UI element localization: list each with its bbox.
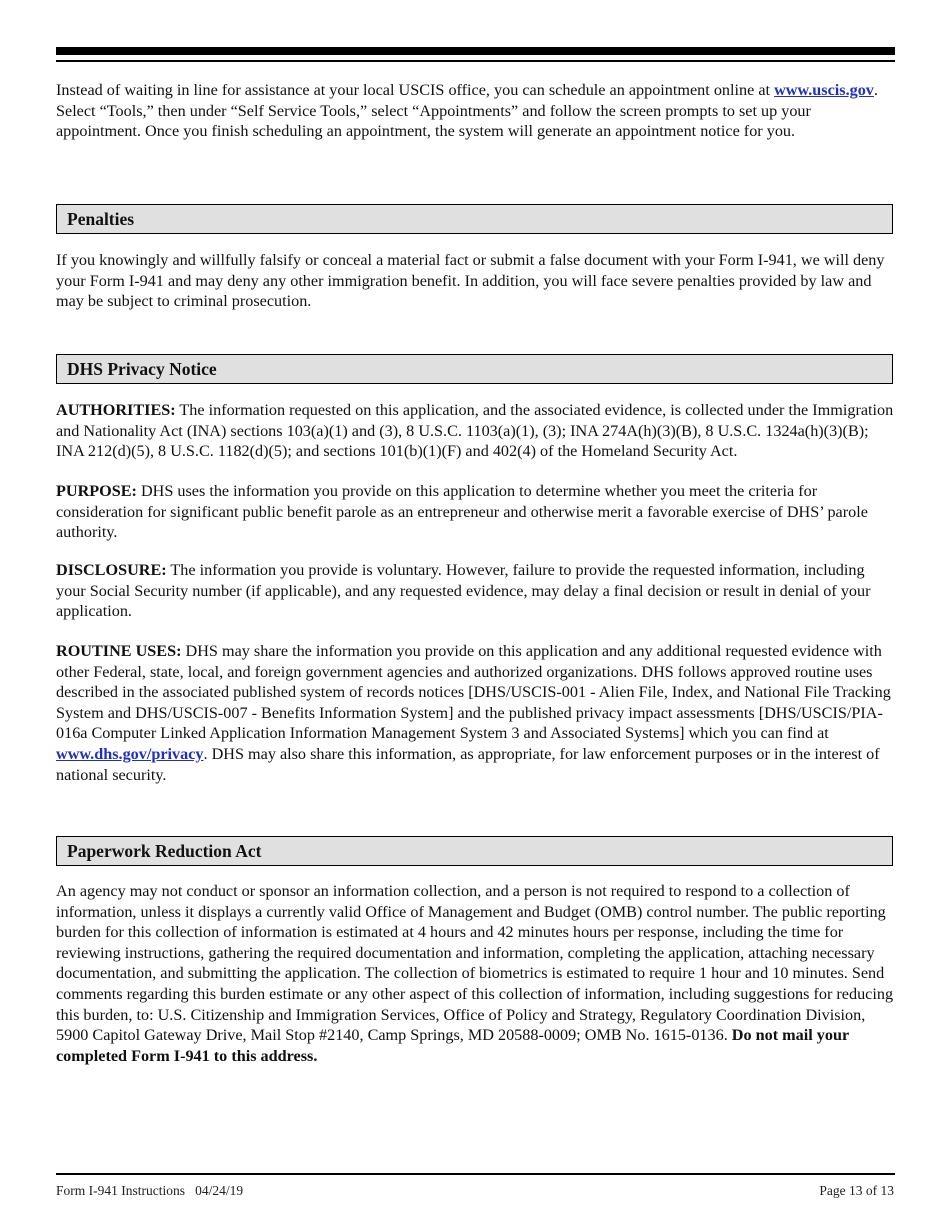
footer-form-info: Form I-941 Instructions 04/24/19	[56, 1183, 244, 1198]
footer-page-number: Page 13 of 13	[819, 1183, 894, 1198]
top-thin-rule	[56, 60, 895, 62]
paperwork-paragraph: An agency may not conduct or sponsor an information collection, and a person is not required to respond to a collection of information, unless it displays a currently valid Office of Management and Budget (OMB) control number. The public reporting burden for this collection of information is estimated at 4 hours and 42 minutes hours per response, including the time for reviewing instructions, gathering the required documentation and information, completing the application, attaching necessary documentation, and submitting the application. The collection of biometrics is estimated to require 1 hour and 10 minutes. Send comments regarding this burden estimate or any other aspect of this collection of information, including suggestions for reducing this burden, to: U.S. Citizenship and Immigration Services, Office of Policy and Strategy, Regulatory Coordination Division, 5900 Capitol Gateway Drive, Mail Stop #2140, Camp Springs, MD 20588-0009; OMB No. 1615-0136. Do not mail your completed Form I-941 to this address.	[56, 882, 894, 1065]
purpose-label: PURPOSE:	[56, 482, 137, 500]
routine-uses-paragraph: ROUTINE USES: DHS may share the information you provide on this application and any additional requested evidence with other Federal, state, local, and foreign government agencies and authorized organizations. DHS follows approved routine uses described in the associated published system of records notices [DHS/USCIS-001 - Alien File, Index, and National File Tracking System and DHS/USCIS-007 - Benefits Information System] and the published privacy impact assessments [DHS/USCIS/PIA-016a Computer Linked Application Information Management System 3 and Associated Systems] which you can find at www.dhs.gov/privacy. DHS may also share this information, as appropriate, for law enforcement purposes or in the interest of national security.	[56, 642, 891, 784]
authorities-paragraph: AUTHORITIES: The information requested on this application, and the associated evidence, is collected under the Immigration and Nationality Act (INA) sections 103(a)(1) and (3), 8 U.S.C. 1103(a)(1), (3); INA 274A(h)(3)(B), 8 U.S.C. 1324a(h)(3)(B); INA 212(d)(5), 8 U.S.C. 1182(d)(5); and sections 101(b)(1)(F) and 402(4) of the Homeland Security Act.	[56, 401, 894, 461]
do-not-mail-notice: Do not mail your completed Form I-941 to this address.	[56, 1026, 849, 1065]
penalties-heading: Penalties	[56, 204, 893, 234]
uscis-link[interactable]: www.uscis.gov	[774, 81, 874, 99]
intro-paragraph: Instead of waiting in line for assistance at your local USCIS office, you can schedule an appointment online at www.uscis.gov. Select “Tools,” then under “Self Service Tools,” select “Appointments” and follow the screen prompts to set up your appointment. Once you finish scheduling an appointment, the system will generate an appointment notice for you.	[56, 81, 878, 141]
footer-rule	[56, 1173, 895, 1175]
routine-uses-label: ROUTINE USES:	[56, 642, 182, 660]
penalties-paragraph: If you knowingly and willfully falsify or conceal a material fact or submit a false document with your Form I-941, we will deny your Form I-941 and may deny any other immigration benefit. In addition, you will face severe penalties provided by law and may be subject to criminal prosecution.	[56, 251, 885, 311]
disclosure-paragraph: DISCLOSURE: The information you provide is voluntary. However, failure to provide the requested information, including your Social Security number (if applicable), and any requested evidence, may delay a final decision or result in denial of your application.	[56, 561, 871, 621]
paperwork-reduction-heading: Paperwork Reduction Act	[56, 836, 893, 866]
top-thick-rule	[56, 47, 895, 55]
privacy-notice-heading: DHS Privacy Notice	[56, 354, 893, 384]
disclosure-label: DISCLOSURE:	[56, 561, 167, 579]
authorities-label: AUTHORITIES:	[56, 401, 176, 419]
dhs-privacy-link[interactable]: www.dhs.gov/privacy	[56, 744, 204, 763]
purpose-paragraph: PURPOSE: DHS uses the information you provide on this application to determine whether you meet the criteria for consideration for significant public benefit parole as an entrepreneur and otherwise merit a favorable exercise of DHS’ parole authority.	[56, 482, 868, 542]
